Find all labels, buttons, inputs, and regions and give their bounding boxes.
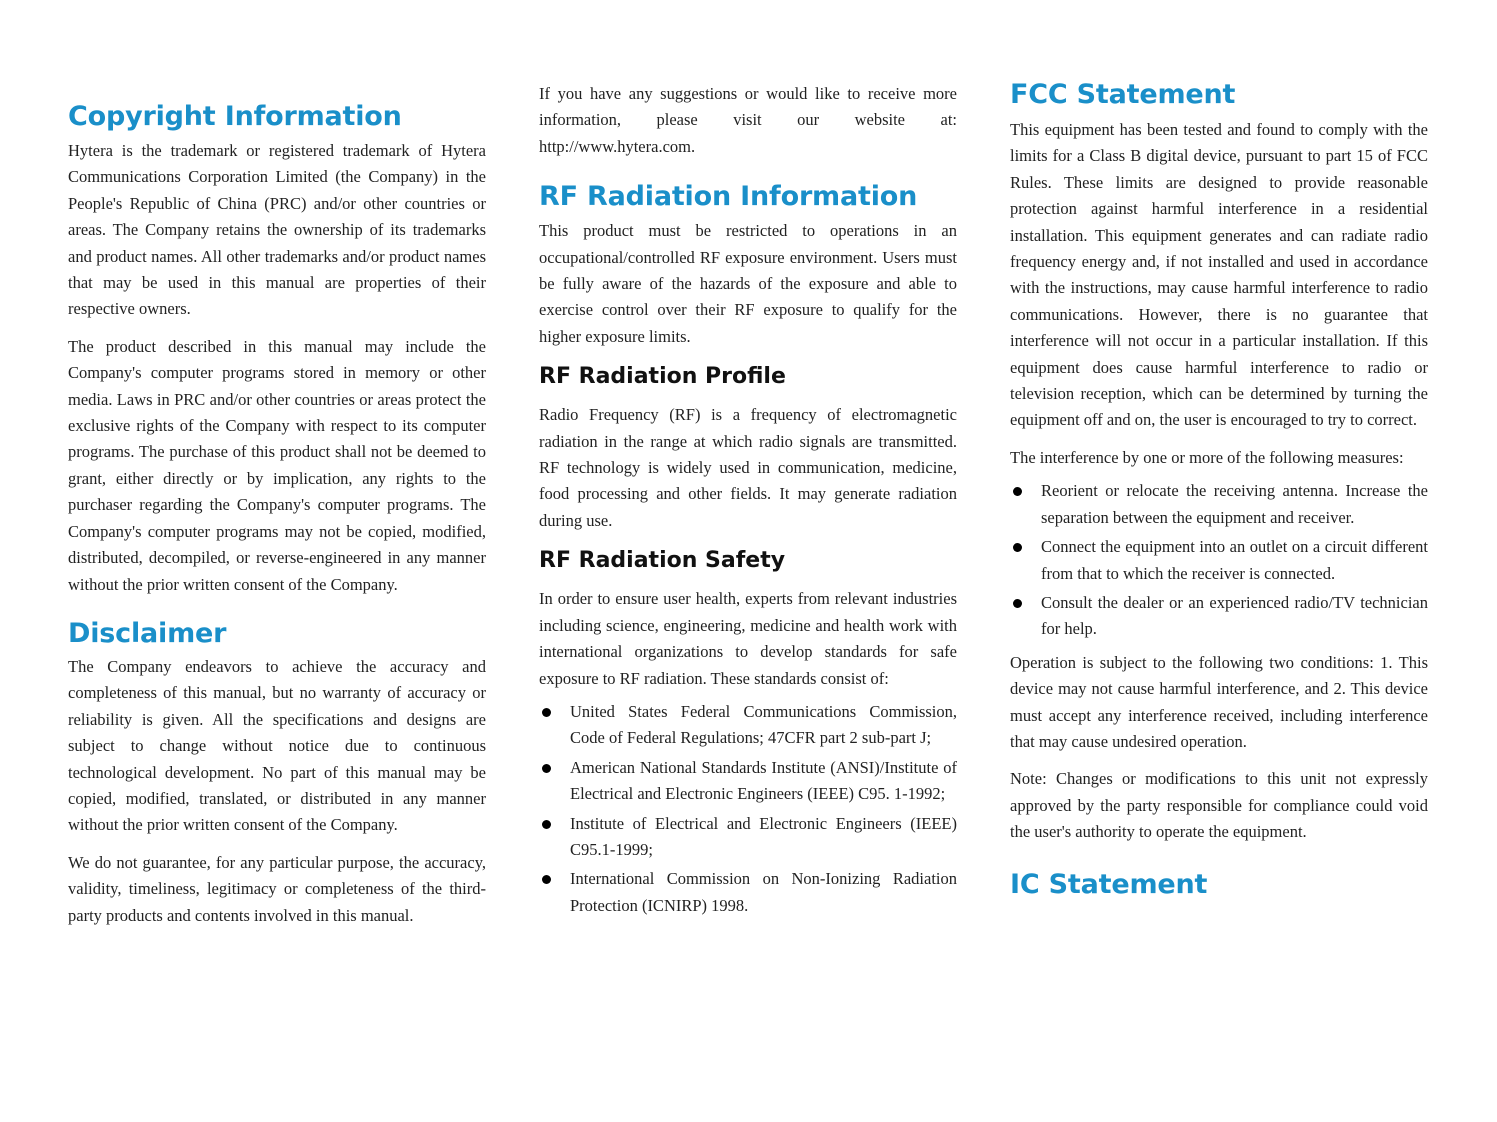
fcc-measures-list [1010,478,1428,642]
list-item-text: American National Standards Institute (ANSI)/Institute of Electrical and Electronic Engineers (IEEE) C95. 1-1992; [570,757,957,804]
rf-profile-paragraph: Radio Frequency (RF) is a frequency of electromagnetic radiation in the range at which radio signals are transmitted. RF technology is widely used in communication, medicine, food processing and other fields. It may generate radiation during use. [539,405,957,530]
list-item-text: Connect the equipment into an outlet on a circuit different from that to which the receiver is connected. [1041,537,1428,583]
list-item [539,699,957,752]
bullet-icon [542,820,551,829]
bullet-icon [542,708,551,717]
column-right [1010,0,1428,902]
list-item-text: Institute of Electrical and Electronic Engineers (IEEE) C95.1-1999; [570,813,957,859]
list-item [1010,534,1428,587]
rf-safety-paragraph: In order to ensure user health, experts from relevant industries including science, engineering, medicine and health work with international organizations to develop standards for safe exposure to RF radiation. These standards consist of: [539,589,957,688]
copyright-paragraph-1: Hytera is the trademark or registered trademark of Hytera Communications Corporation Limited (the Company) in the People's Republic of China (PRC) and/or other countries or areas. The Company retains the ownership of its trademarks and product names. All other trademarks and/or product names that may be used in this manual are properties of their respective owners. [68,141,486,319]
rf-info-heading: RF Radiation Information [539,181,918,213]
column-left [68,0,486,929]
rf-info-paragraph: This product must be restricted to operations in an occupational/controlled RF exposure environment. Users must be fully aware of the hazards of the exposure and able to exercise control over their RF exposure to qualify for the higher exposure limits. [539,221,957,346]
list-item-text: Reorient or relocate the receiving antenna. Increase the separation between the equipment and receiver. [1041,481,1428,527]
list-item [1010,478,1428,531]
list-item-text: United States Federal Communications Commission, Code of Federal Regulations; 47CFR part 2 sub-part J; [570,701,957,748]
fcc-paragraph-3: Operation is subject to the following two conditions: 1. This device may not cause harmful interference, and 2. This device must accept any interference received, including interference that may cause undesired operation. [1010,652,1428,751]
bullet-icon [542,764,551,773]
list-item [539,866,957,919]
bullet-icon [542,875,551,884]
rf-standards-list [539,699,957,919]
list-item-text: Consult the dealer or an experienced radio/TV technician for help. [1041,592,1428,639]
disclaimer-paragraph-1: The Company endeavors to achieve the accuracy and completeness of this manual, but no warranty of accuracy or reliability is given. All the specifications and designs are subject to change without notice due to continuous technological development. No part of this manual may be copied, modified, translated, or distributed in any manner without the prior written consent of the Company. [68,656,486,835]
rf-safety-heading: RF Radiation Safety [539,548,786,574]
bullet-icon [1013,599,1022,608]
ic-heading: IC Statement [1010,868,1208,900]
fcc-heading: FCC Statement [1010,79,1236,110]
disclaimer-heading: Disclaimer [68,617,227,649]
disclaimer-paragraph-2: We do not guarantee, for any particular purpose, the accuracy, validity, timeliness, legitimacy or completeness of the third-party products and contents involved in this manual. [68,852,486,925]
fcc-paragraph-4: Note: Changes or modifications to this unit not expressly approved by the party responsible for compliance could void the user's authority to operate the equipment. [1010,769,1428,842]
bullet-icon [1013,543,1022,552]
list-item [539,811,957,864]
list-item-text: International Commission on Non-Ionizing Radiation Protection (ICNIRP) 1998. [570,869,957,915]
column-middle [539,0,957,919]
fcc-paragraph-1: This equipment has been tested and found to comply with the limits for a Class B digital device, pursuant to part 15 of FCC Rules. These limits are designed to provide reasonable protection against harmful interference in a residential installation. This equipment generates and can radiate radio frequency energy and, if not installed and used in accordance with the instructions, may cause harmful interference to radio communications. However, there is no guarantee that interference will not occur in a particular installation. If this equipment does cause harmful interference to radio or television reception, which can be determined by turning the equipment off and on, the user is encouraged to try to correct. [1010,120,1428,430]
list-item [1010,590,1428,643]
copyright-paragraph-2: The product described in this manual may include the Company's computer programs stored in memory or other media. Laws in PRC and/or other countries or areas protect the exclusive rights of the Company with respect to its computer programs. The purchase of this product shall not be deemed to grant, either directly or by implication, any rights to the purchaser regarding the Company's computer programs. The Company's computer programs may not be copied, modified, distributed, decompiled, or reverse-engineered in any manner without the prior written consent of the Company. [68,336,486,594]
copyright-heading: Copyright Information [68,101,402,132]
contact-paragraph: If you have any suggestions or would like to receive more information, please visit our website at: http://www.hytera.com. [539,84,957,156]
list-item [539,755,957,808]
bullet-icon [1013,487,1022,496]
rf-profile-heading: RF Radiation Profile [539,364,786,390]
fcc-paragraph-2: The interference by one or more of the following measures: [1010,447,1404,467]
